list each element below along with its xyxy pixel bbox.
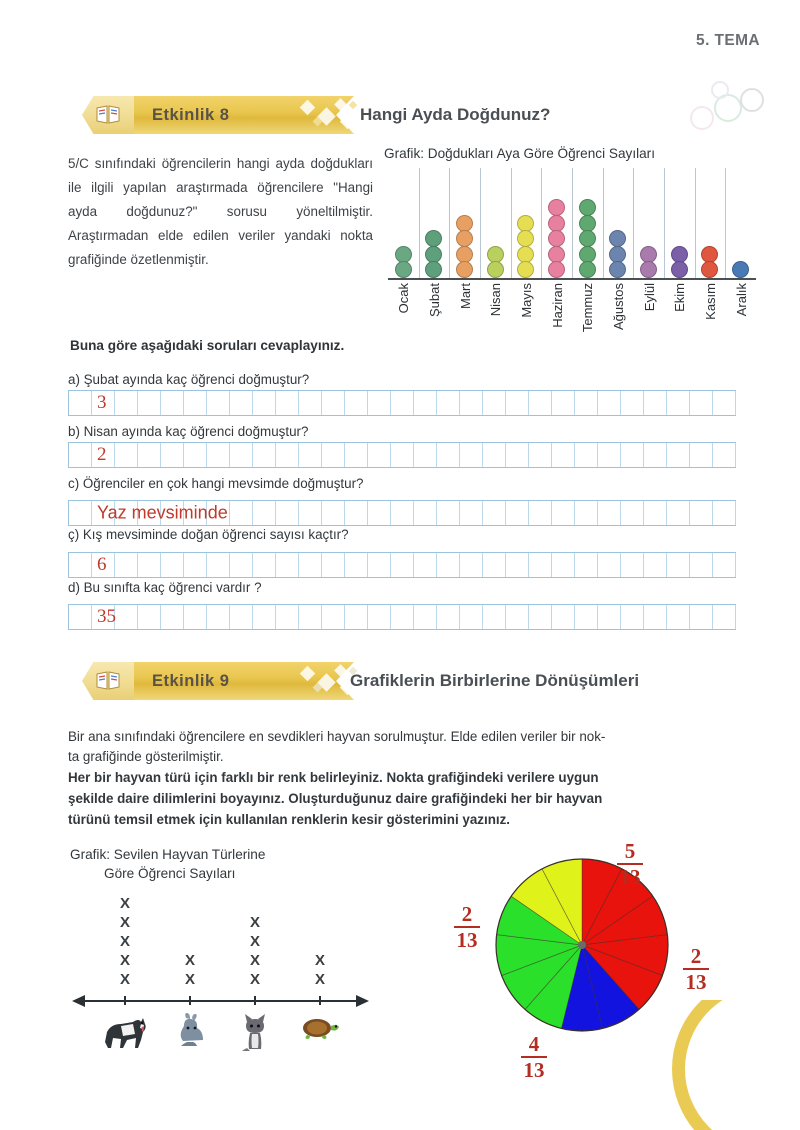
corner-decoration bbox=[672, 1000, 800, 1130]
activity9-title: Grafiklerin Birbirlerine Dönüşümleri bbox=[350, 671, 640, 690]
x-marker: X bbox=[119, 971, 131, 988]
answer-cell[interactable] bbox=[713, 391, 736, 415]
answer-cell[interactable] bbox=[529, 501, 552, 525]
answer-cell[interactable] bbox=[322, 501, 345, 525]
answer-cell[interactable] bbox=[69, 501, 92, 525]
data-dot bbox=[671, 261, 688, 278]
answer-cell[interactable] bbox=[115, 443, 138, 467]
fraction-denominator: 13 bbox=[619, 865, 641, 889]
answer-grid-5[interactable] bbox=[68, 604, 736, 630]
answer-5-value: 35 bbox=[97, 606, 116, 627]
axis-tick-2 bbox=[189, 996, 191, 1005]
answer-cell[interactable] bbox=[253, 553, 276, 577]
answer-cell[interactable] bbox=[322, 443, 345, 467]
answer-cell[interactable] bbox=[460, 443, 483, 467]
answer-cell[interactable] bbox=[345, 443, 368, 467]
answer-cell[interactable] bbox=[690, 391, 713, 415]
rabbit-icon bbox=[170, 1012, 210, 1057]
question-1-text: a) Şubat ayında kaç öğrenci doğmuştur? bbox=[68, 372, 310, 387]
data-dot bbox=[548, 246, 565, 263]
data-dot bbox=[425, 230, 442, 247]
answer-cell[interactable] bbox=[506, 553, 529, 577]
answer-cell[interactable] bbox=[575, 501, 598, 525]
answer-cell[interactable] bbox=[391, 391, 414, 415]
answer-cell[interactable] bbox=[506, 391, 529, 415]
answer-cell[interactable] bbox=[69, 391, 92, 415]
activity9-paragraph2-line2: şekilde daire dilimlerini boyayınız. Oluşturduğunuz daire grafiğindeki her bir hayvan bbox=[68, 791, 603, 806]
dog-icon bbox=[97, 1012, 153, 1057]
x-marker: X bbox=[119, 952, 131, 969]
data-dot bbox=[456, 215, 473, 232]
month-label-5: Mayıs bbox=[519, 283, 534, 318]
data-dot bbox=[640, 261, 657, 278]
answer-cell[interactable] bbox=[161, 553, 184, 577]
activity8-badge-label: Etkinlik 8 bbox=[152, 105, 230, 124]
answer-cell[interactable] bbox=[276, 501, 299, 525]
answer-cell[interactable] bbox=[690, 501, 713, 525]
data-dot bbox=[701, 246, 718, 263]
data-dot bbox=[517, 215, 534, 232]
answer-cell[interactable] bbox=[575, 443, 598, 467]
turtle-icon bbox=[299, 1012, 341, 1047]
pie-fraction-green bbox=[512, 1033, 556, 1081]
activity9-paragraph1-line1: Bir ana sınıfındaki öğrencilere en sevdikleri hayvan sorulmuştur. Elde edilen veriler bir nok- bbox=[68, 729, 606, 744]
fraction-numerator: 2 bbox=[690, 944, 702, 968]
answer-cell[interactable] bbox=[345, 501, 368, 525]
axis-arrow-right bbox=[356, 995, 369, 1007]
answer-cell[interactable] bbox=[253, 605, 276, 629]
answer-cell[interactable] bbox=[552, 391, 575, 415]
answer-1-value: 3 bbox=[97, 392, 107, 413]
answer-cell[interactable] bbox=[69, 443, 92, 467]
month-label-4: Nisan bbox=[488, 283, 504, 317]
answer-cell[interactable] bbox=[621, 553, 644, 577]
data-dot bbox=[579, 261, 596, 278]
answer-cell[interactable] bbox=[138, 443, 161, 467]
data-dot bbox=[548, 215, 565, 232]
answer-cell[interactable] bbox=[529, 443, 552, 467]
questions-heading: Buna göre aşağıdaki soruları cevaplayınız. bbox=[70, 338, 345, 353]
answer-cell[interactable] bbox=[391, 553, 414, 577]
answer-cell[interactable] bbox=[575, 391, 598, 415]
dot-plot-column bbox=[449, 216, 480, 278]
fraction-denominator: 13 bbox=[685, 970, 707, 994]
answer-cell[interactable] bbox=[299, 501, 322, 525]
answer-cell[interactable] bbox=[713, 443, 736, 467]
activity8-intro: 5/C sınıfındaki öğrencilerin hangi ayda doğdukları ile ilgili yapılan araştırmada öğrencilere "Hangi ayda doğdunuz?" sorusu yöneltilmiştir. Araştırmadan elde edilen veriler yandaki nokta grafiğinde özetlenmiştir. bbox=[68, 156, 373, 267]
activity-book-icon bbox=[82, 662, 134, 700]
answer-cell[interactable] bbox=[460, 553, 483, 577]
answer-cell[interactable] bbox=[414, 391, 437, 415]
answer-cell[interactable] bbox=[299, 553, 322, 577]
answer-cell[interactable] bbox=[506, 443, 529, 467]
data-dot bbox=[425, 261, 442, 278]
answer-cell[interactable] bbox=[437, 501, 460, 525]
answer-cell[interactable] bbox=[115, 391, 138, 415]
answer-cell[interactable] bbox=[460, 501, 483, 525]
x-marker: X bbox=[184, 971, 196, 988]
x-marker: X bbox=[249, 952, 261, 969]
answer-cell[interactable] bbox=[667, 443, 690, 467]
answer-cell[interactable] bbox=[460, 391, 483, 415]
fraction-denominator: 13 bbox=[523, 1058, 545, 1082]
activity9-paragraph2-line3: türünü temsil etmek için kullanılan renklerin kesir gösterimini yazınız. bbox=[68, 812, 511, 827]
answer-cell[interactable] bbox=[552, 605, 575, 629]
dot-plot-column bbox=[725, 263, 756, 279]
x-marker: X bbox=[119, 933, 131, 950]
answer-3-value: Yaz mevsiminde bbox=[97, 502, 228, 523]
data-dot bbox=[425, 246, 442, 263]
pie-fraction-yellow bbox=[445, 903, 489, 951]
answer-cell[interactable] bbox=[483, 553, 506, 577]
answer-cell[interactable] bbox=[414, 501, 437, 525]
answer-cell[interactable] bbox=[184, 391, 207, 415]
answer-2-value: 2 bbox=[97, 444, 107, 465]
answer-cell[interactable] bbox=[529, 391, 552, 415]
answer-cell[interactable] bbox=[414, 553, 437, 577]
answer-cell[interactable] bbox=[322, 553, 345, 577]
month-label-8: Ağustos bbox=[611, 283, 626, 330]
answer-cell[interactable] bbox=[253, 391, 276, 415]
x-marker: X bbox=[119, 914, 131, 931]
answer-cell[interactable] bbox=[230, 501, 253, 525]
answer-cell[interactable] bbox=[437, 553, 460, 577]
answer-cell[interactable] bbox=[644, 553, 667, 577]
data-dot bbox=[609, 230, 626, 247]
answer-cell[interactable] bbox=[299, 391, 322, 415]
answer-cell[interactable] bbox=[621, 391, 644, 415]
answer-grid-2[interactable] bbox=[68, 442, 736, 468]
answer-cell[interactable] bbox=[138, 553, 161, 577]
fraction-numerator: 5 bbox=[624, 839, 636, 863]
data-dot bbox=[517, 230, 534, 247]
answer-cell[interactable] bbox=[506, 605, 529, 629]
answer-cell[interactable] bbox=[161, 391, 184, 415]
dot-plot-gridline bbox=[725, 168, 726, 278]
month-chart-caption: Grafik: Doğdukları Aya Göre Öğrenci Sayıları bbox=[384, 146, 655, 161]
answer-cell[interactable] bbox=[598, 501, 621, 525]
data-dot bbox=[579, 246, 596, 263]
axis-tick-4 bbox=[319, 996, 321, 1005]
axis-tick-3 bbox=[254, 996, 256, 1005]
month-label-11: Kasım bbox=[703, 283, 718, 320]
pie-fraction-red bbox=[608, 840, 652, 888]
month-label-1: Ocak bbox=[396, 283, 412, 314]
answer-cell[interactable] bbox=[230, 553, 253, 577]
activity-book-icon bbox=[82, 96, 134, 134]
answer-cell[interactable] bbox=[414, 605, 437, 629]
cat-icon bbox=[235, 1012, 275, 1059]
animal-chart-caption-line1: Grafik: Sevilen Hayvan Türlerine bbox=[70, 847, 266, 862]
answer-cell[interactable] bbox=[483, 443, 506, 467]
answer-cell[interactable] bbox=[667, 605, 690, 629]
data-dot bbox=[548, 199, 565, 216]
fraction-denominator: 13 bbox=[456, 928, 478, 952]
dot-plot-column bbox=[480, 247, 511, 278]
answer-cell[interactable] bbox=[483, 605, 506, 629]
data-dot bbox=[609, 246, 626, 263]
dot-plot-column bbox=[572, 201, 603, 279]
axis-tick-1 bbox=[124, 996, 126, 1005]
answer-cell[interactable] bbox=[713, 553, 736, 577]
answer-cell[interactable] bbox=[207, 443, 230, 467]
data-dot bbox=[579, 199, 596, 216]
answer-cell[interactable] bbox=[575, 605, 598, 629]
answer-cell[interactable] bbox=[713, 605, 736, 629]
answer-4-value: 6 bbox=[97, 554, 107, 575]
answer-cell[interactable] bbox=[161, 605, 184, 629]
answer-cell[interactable] bbox=[437, 605, 460, 629]
answer-cell[interactable] bbox=[345, 553, 368, 577]
month-label-6: Haziran bbox=[549, 283, 565, 328]
data-dot bbox=[487, 246, 504, 263]
answer-cell[interactable] bbox=[299, 605, 322, 629]
fraction-numerator: 4 bbox=[528, 1032, 540, 1056]
dot-plot-column bbox=[511, 216, 542, 278]
answer-cell[interactable] bbox=[460, 605, 483, 629]
data-dot bbox=[517, 261, 534, 278]
answer-cell[interactable] bbox=[322, 605, 345, 629]
data-dot bbox=[456, 261, 473, 278]
answer-cell[interactable] bbox=[115, 605, 138, 629]
animal-dot-plot bbox=[70, 890, 400, 1060]
x-marker: X bbox=[119, 895, 131, 912]
dot-plot-column bbox=[419, 232, 450, 279]
answer-cell[interactable] bbox=[644, 501, 667, 525]
answer-cell[interactable] bbox=[414, 443, 437, 467]
answer-cell[interactable] bbox=[322, 391, 345, 415]
answer-cell[interactable] bbox=[506, 501, 529, 525]
answer-cell[interactable] bbox=[621, 605, 644, 629]
month-label-3: Mart bbox=[457, 283, 473, 309]
answer-cell[interactable] bbox=[276, 391, 299, 415]
data-dot bbox=[548, 230, 565, 247]
activity8-banner bbox=[82, 96, 702, 134]
answer-cell[interactable] bbox=[621, 501, 644, 525]
answer-cell[interactable] bbox=[230, 391, 253, 415]
data-dot bbox=[395, 246, 412, 263]
answer-cell[interactable] bbox=[690, 605, 713, 629]
answer-cell[interactable] bbox=[253, 501, 276, 525]
answer-cell[interactable] bbox=[230, 443, 253, 467]
answer-cell[interactable] bbox=[368, 443, 391, 467]
answer-cell[interactable] bbox=[529, 605, 552, 629]
answer-cell[interactable] bbox=[483, 501, 506, 525]
answer-cell[interactable] bbox=[207, 553, 230, 577]
answer-cell[interactable] bbox=[552, 443, 575, 467]
axis-arrow-left bbox=[72, 995, 85, 1007]
answer-cell[interactable] bbox=[345, 391, 368, 415]
dot-plot-column bbox=[633, 247, 664, 278]
answer-cell[interactable] bbox=[391, 501, 414, 525]
answer-cell[interactable] bbox=[575, 553, 598, 577]
answer-cell[interactable] bbox=[368, 605, 391, 629]
answer-cell[interactable] bbox=[207, 391, 230, 415]
answer-grid-4[interactable] bbox=[68, 552, 736, 578]
answer-cell[interactable] bbox=[483, 391, 506, 415]
data-dot bbox=[456, 246, 473, 263]
answer-cell[interactable] bbox=[368, 501, 391, 525]
data-dot bbox=[609, 261, 626, 278]
answer-cell[interactable] bbox=[713, 501, 736, 525]
answer-cell[interactable] bbox=[621, 443, 644, 467]
pie-fraction-blue bbox=[674, 945, 718, 993]
answer-cell[interactable] bbox=[598, 605, 621, 629]
dot-plot-column bbox=[664, 247, 695, 278]
answer-cell[interactable] bbox=[69, 553, 92, 577]
activity9-banner bbox=[82, 662, 702, 700]
dot-plot-column bbox=[695, 247, 726, 278]
answer-cell[interactable] bbox=[644, 391, 667, 415]
answer-cell[interactable] bbox=[644, 443, 667, 467]
answer-cell[interactable] bbox=[598, 443, 621, 467]
answer-cell[interactable] bbox=[345, 605, 368, 629]
answer-cell[interactable] bbox=[690, 443, 713, 467]
dot-plot-column bbox=[603, 232, 634, 279]
answer-cell[interactable] bbox=[115, 553, 138, 577]
answer-cell[interactable] bbox=[138, 605, 161, 629]
answer-cell[interactable] bbox=[69, 605, 92, 629]
data-dot bbox=[548, 261, 565, 278]
x-marker: X bbox=[249, 971, 261, 988]
answer-cell[interactable] bbox=[690, 553, 713, 577]
dot-plot-column bbox=[541, 201, 572, 279]
month-label-7: Temmuz bbox=[580, 283, 596, 333]
dot-plot-column bbox=[388, 247, 419, 278]
corner-arc bbox=[672, 1000, 800, 1130]
question-3-text: c) Öğrenciler en çok hangi mevsimde doğmuştur? bbox=[68, 476, 364, 491]
data-dot bbox=[395, 261, 412, 278]
question-2-text: b) Nisan ayında kaç öğrenci doğmuştur? bbox=[68, 424, 309, 439]
answer-cell[interactable] bbox=[552, 501, 575, 525]
answer-cell[interactable] bbox=[598, 553, 621, 577]
dot-plot-axis bbox=[388, 278, 756, 280]
answer-cell[interactable] bbox=[207, 605, 230, 629]
answer-grid-1[interactable] bbox=[68, 390, 736, 416]
question-5-text: d) Bu sınıfta kaç öğrenci vardır ? bbox=[68, 580, 262, 595]
data-dot bbox=[701, 261, 718, 278]
answer-cell[interactable] bbox=[161, 443, 184, 467]
page-theme-label: 5. TEMA bbox=[696, 32, 760, 49]
answer-cell[interactable] bbox=[598, 391, 621, 415]
data-dot bbox=[671, 246, 688, 263]
activity9-badge-label: Etkinlik 9 bbox=[152, 671, 230, 690]
answer-cell[interactable] bbox=[667, 501, 690, 525]
answer-cell[interactable] bbox=[276, 605, 299, 629]
answer-cell[interactable] bbox=[368, 391, 391, 415]
month-label-10: Ekim bbox=[672, 283, 688, 312]
answer-cell[interactable] bbox=[667, 391, 690, 415]
data-dot bbox=[579, 230, 596, 247]
month-label-12: Aralık bbox=[733, 283, 749, 317]
answer-cell[interactable] bbox=[276, 443, 299, 467]
answer-cell[interactable] bbox=[368, 553, 391, 577]
answer-cell[interactable] bbox=[299, 443, 322, 467]
x-marker: X bbox=[184, 952, 196, 969]
answer-cell[interactable] bbox=[391, 443, 414, 467]
month-label-2: Şubat bbox=[427, 283, 442, 317]
answer-cell[interactable] bbox=[552, 553, 575, 577]
answer-cell[interactable] bbox=[529, 553, 552, 577]
month-label-9: Eylül bbox=[641, 283, 657, 312]
data-dot bbox=[640, 246, 657, 263]
question-4-text: ç) Kış mevsiminde doğan öğrenci sayısı kaçtır? bbox=[68, 527, 349, 542]
answer-cell[interactable] bbox=[276, 553, 299, 577]
answer-cell[interactable] bbox=[253, 443, 276, 467]
x-marker: X bbox=[314, 952, 326, 969]
activity9-paragraph1-line2: ta grafiğinde gösterilmiştir. bbox=[68, 749, 224, 764]
answer-cell[interactable] bbox=[184, 553, 207, 577]
x-marker: X bbox=[249, 914, 261, 931]
answer-cell[interactable] bbox=[184, 605, 207, 629]
answer-cell[interactable] bbox=[644, 605, 667, 629]
answer-cell[interactable] bbox=[391, 605, 414, 629]
data-dot bbox=[517, 246, 534, 263]
activity9-paragraph2-line1: Her bir hayvan türü için farklı bir renk belirleyiniz. Nokta grafiğindeki verilere uygun bbox=[68, 770, 599, 785]
answer-cell[interactable] bbox=[667, 553, 690, 577]
data-dot bbox=[487, 261, 504, 278]
fraction-numerator: 2 bbox=[461, 902, 473, 926]
answer-cell[interactable] bbox=[437, 391, 460, 415]
x-marker: X bbox=[314, 971, 326, 988]
answer-cell[interactable] bbox=[184, 443, 207, 467]
answer-cell[interactable] bbox=[230, 605, 253, 629]
pie-center bbox=[578, 941, 586, 949]
x-marker: X bbox=[249, 933, 261, 950]
month-dot-plot bbox=[388, 168, 756, 333]
data-dot bbox=[732, 261, 749, 278]
data-dot bbox=[456, 230, 473, 247]
answer-cell[interactable] bbox=[138, 391, 161, 415]
data-dot bbox=[579, 215, 596, 232]
answer-grid-3[interactable] bbox=[68, 500, 736, 526]
answer-cell[interactable] bbox=[437, 443, 460, 467]
activity8-title: Hangi Ayda Doğdunuz? bbox=[360, 105, 551, 124]
animal-chart-caption-line2: Göre Öğrenci Sayıları bbox=[104, 866, 236, 881]
